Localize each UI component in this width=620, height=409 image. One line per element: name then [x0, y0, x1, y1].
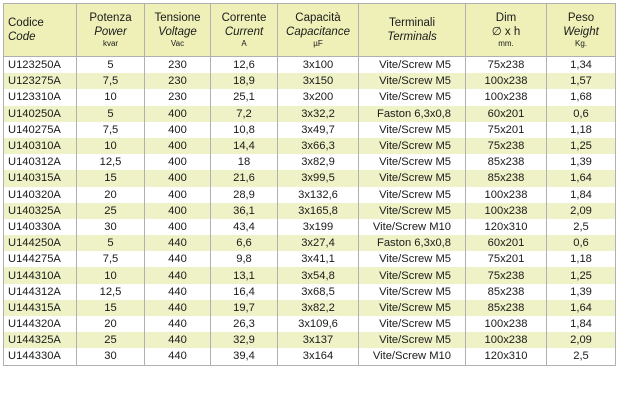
cell-dimensions: 75x201: [466, 122, 547, 138]
cell-code: U144310A: [4, 267, 77, 283]
header-voltage-sublabel: Voltage: [158, 26, 197, 38]
cell-power: 20: [77, 187, 145, 203]
cell-capacitance: 3x164: [278, 348, 359, 365]
cell-voltage: 400: [145, 154, 211, 170]
cell-code: U140315A: [4, 170, 77, 186]
cell-capacitance: 3x199: [278, 219, 359, 235]
cell-capacitance: 3x132,6: [278, 187, 359, 203]
cell-current: 28,9: [211, 187, 278, 203]
cell-capacitance: 3x27,4: [278, 235, 359, 251]
cell-dimensions: 100x238: [466, 89, 547, 105]
header-terminals-label: Terminali: [388, 16, 435, 29]
table-row: [4, 73, 616, 89]
cell-code: U144250A: [4, 235, 77, 251]
cell-current: 13,1: [211, 267, 278, 283]
cell-capacitance: 3x82,9: [278, 154, 359, 170]
cell-current: 21,6: [211, 170, 278, 186]
cell-weight: 1,57: [547, 73, 616, 89]
cell-dimensions: 100x238: [466, 332, 547, 348]
cell-dimensions: 75x201: [466, 251, 547, 267]
cell-code: U144312A: [4, 284, 77, 300]
cell-power: 12,5: [77, 284, 145, 300]
table-row: [4, 170, 616, 186]
cell-terminals: Faston 6,3x0,8: [359, 106, 466, 122]
cell-voltage: 400: [145, 219, 211, 235]
cell-voltage: 400: [145, 138, 211, 154]
cell-current: 9,8: [211, 251, 278, 267]
cell-weight: 1,18: [547, 122, 616, 138]
header-code-sublabel: Code: [8, 31, 36, 43]
cell-voltage: 230: [145, 89, 211, 105]
cell-dimensions: 100x238: [466, 187, 547, 203]
table-row: [4, 154, 616, 170]
cell-capacitance: 3x41,1: [278, 251, 359, 267]
cell-power: 7,5: [77, 122, 145, 138]
table-body: [4, 57, 616, 366]
cell-terminals: Vite/Screw M5: [359, 57, 466, 74]
cell-weight: 2,09: [547, 332, 616, 348]
header-capacitance-sublabel: Capacitance: [286, 26, 350, 38]
cell-dimensions: 75x238: [466, 267, 547, 283]
cell-power: 20: [77, 316, 145, 332]
cell-current: 18,9: [211, 73, 278, 89]
cell-current: 36,1: [211, 203, 278, 219]
cell-weight: 1,39: [547, 284, 616, 300]
header-weight: [547, 4, 616, 57]
table-row: [4, 187, 616, 203]
cell-voltage: 230: [145, 57, 211, 74]
cell-terminals: Vite/Screw M5: [359, 170, 466, 186]
table-row: [4, 316, 616, 332]
header-voltage: [145, 4, 211, 57]
header-capacitance: [278, 4, 359, 57]
cell-terminals: Vite/Screw M5: [359, 316, 466, 332]
cell-dimensions: 85x238: [466, 284, 547, 300]
cell-voltage: 400: [145, 187, 211, 203]
cell-power: 25: [77, 203, 145, 219]
table-row: [4, 300, 616, 316]
cell-code: U140330A: [4, 219, 77, 235]
cell-dimensions: 85x238: [466, 170, 547, 186]
table-row: [4, 57, 616, 74]
header-row: [4, 4, 616, 57]
cell-dimensions: 85x238: [466, 300, 547, 316]
cell-current: 25,1: [211, 89, 278, 105]
header-terminals-sublabel: Terminals: [387, 31, 437, 43]
cell-voltage: 400: [145, 106, 211, 122]
cell-weight: 2,09: [547, 203, 616, 219]
cell-current: 18: [211, 154, 278, 170]
cell-code: U144320A: [4, 316, 77, 332]
cell-terminals: Vite/Screw M5: [359, 267, 466, 283]
cell-voltage: 440: [145, 284, 211, 300]
cell-terminals: Vite/Screw M10: [359, 219, 466, 235]
cell-capacitance: 3x165,8: [278, 203, 359, 219]
cell-code: U144275A: [4, 251, 77, 267]
cell-voltage: 440: [145, 251, 211, 267]
cell-power: 5: [77, 57, 145, 74]
cell-capacitance: 3x150: [278, 73, 359, 89]
table-row: [4, 106, 616, 122]
cell-code: U144325A: [4, 332, 77, 348]
cell-code: U123310A: [4, 89, 77, 105]
header-current-unit: A: [241, 39, 247, 49]
cell-power: 5: [77, 235, 145, 251]
table-row: [4, 251, 616, 267]
header-voltage-unit: Vac: [170, 39, 185, 49]
cell-dimensions: 120x310: [466, 219, 547, 235]
cell-weight: 1,68: [547, 89, 616, 105]
table-row: [4, 138, 616, 154]
cell-weight: 2,5: [547, 219, 616, 235]
header-power-label: Potenza: [89, 11, 132, 24]
cell-current: 10,8: [211, 122, 278, 138]
cell-terminals: Vite/Screw M5: [359, 138, 466, 154]
cell-power: 5: [77, 106, 145, 122]
cell-capacitance: 3x99,5: [278, 170, 359, 186]
table-row: [4, 267, 616, 283]
capacitor-spec-table-container: [3, 3, 615, 366]
table-row: [4, 348, 616, 365]
cell-power: 30: [77, 348, 145, 365]
cell-capacitance: 3x109,6: [278, 316, 359, 332]
header-dimensions-label: Dim: [495, 11, 517, 24]
cell-voltage: 440: [145, 235, 211, 251]
cell-dimensions: 60x201: [466, 235, 547, 251]
cell-dimensions: 75x238: [466, 57, 547, 74]
table-row: [4, 219, 616, 235]
cell-code: U140325A: [4, 203, 77, 219]
cell-voltage: 400: [145, 122, 211, 138]
cell-terminals: Vite/Screw M5: [359, 154, 466, 170]
cell-weight: 0,6: [547, 235, 616, 251]
cell-capacitance: 3x68,5: [278, 284, 359, 300]
cell-terminals: Vite/Screw M5: [359, 251, 466, 267]
header-code-label: Codice: [8, 16, 44, 29]
cell-current: 14,4: [211, 138, 278, 154]
cell-capacitance: 3x82,2: [278, 300, 359, 316]
cell-weight: 0,6: [547, 106, 616, 122]
cell-capacitance: 3x200: [278, 89, 359, 105]
header-weight-sublabel: Weight: [563, 26, 599, 38]
cell-current: 43,4: [211, 219, 278, 235]
cell-weight: 1,84: [547, 316, 616, 332]
cell-power: 15: [77, 170, 145, 186]
cell-dimensions: 100x238: [466, 203, 547, 219]
cell-code: U144330A: [4, 348, 77, 365]
cell-terminals: Vite/Screw M5: [359, 332, 466, 348]
cell-current: 32,9: [211, 332, 278, 348]
cell-dimensions: 100x238: [466, 73, 547, 89]
cell-power: 25: [77, 332, 145, 348]
cell-dimensions: 75x238: [466, 138, 547, 154]
cell-code: U123250A: [4, 57, 77, 74]
cell-terminals: Vite/Screw M5: [359, 73, 466, 89]
table-row: [4, 284, 616, 300]
cell-terminals: Vite/Screw M5: [359, 300, 466, 316]
cell-weight: 1,84: [547, 187, 616, 203]
cell-current: 39,4: [211, 348, 278, 365]
cell-terminals: Vite/Screw M5: [359, 284, 466, 300]
cell-current: 12,6: [211, 57, 278, 74]
cell-weight: 1,34: [547, 57, 616, 74]
cell-voltage: 230: [145, 73, 211, 89]
header-dimensions-unit: mm.: [498, 39, 514, 49]
cell-code: U140320A: [4, 187, 77, 203]
header-power: [77, 4, 145, 57]
cell-code: U140275A: [4, 122, 77, 138]
header-current-sublabel: Current: [224, 26, 264, 38]
cell-code: U140310A: [4, 138, 77, 154]
cell-capacitance: 3x137: [278, 332, 359, 348]
header-power-unit: kvar: [102, 39, 119, 49]
capacitor-spec-table: [3, 3, 616, 366]
cell-weight: 2,5: [547, 348, 616, 365]
cell-power: 15: [77, 300, 145, 316]
cell-voltage: 400: [145, 203, 211, 219]
cell-weight: 1,64: [547, 170, 616, 186]
cell-current: 19,7: [211, 300, 278, 316]
header-current-label: Corrente: [221, 11, 267, 24]
cell-weight: 1,39: [547, 154, 616, 170]
cell-terminals: Vite/Screw M5: [359, 187, 466, 203]
cell-voltage: 400: [145, 170, 211, 186]
cell-current: 6,6: [211, 235, 278, 251]
header-voltage-label: Tensione: [154, 11, 201, 24]
cell-weight: 1,25: [547, 138, 616, 154]
header-current: [211, 4, 278, 57]
cell-power: 10: [77, 89, 145, 105]
cell-terminals: Faston 6,3x0,8: [359, 235, 466, 251]
header-power-sublabel: Power: [94, 26, 127, 38]
table-row: [4, 122, 616, 138]
cell-dimensions: 85x238: [466, 154, 547, 170]
cell-voltage: 440: [145, 316, 211, 332]
cell-capacitance: 3x32,2: [278, 106, 359, 122]
cell-dimensions: 120x310: [466, 348, 547, 365]
cell-weight: 1,25: [547, 267, 616, 283]
cell-current: 7,2: [211, 106, 278, 122]
cell-weight: 1,18: [547, 251, 616, 267]
cell-dimensions: 100x238: [466, 316, 547, 332]
cell-power: 30: [77, 219, 145, 235]
cell-voltage: 440: [145, 348, 211, 365]
table-row: [4, 203, 616, 219]
header-capacitance-unit: µF: [313, 39, 323, 49]
cell-capacitance: 3x54,8: [278, 267, 359, 283]
cell-dimensions: 60x201: [466, 106, 547, 122]
table-row: [4, 332, 616, 348]
header-weight-label: Peso: [567, 11, 595, 24]
cell-power: 12,5: [77, 154, 145, 170]
header-terminals: [359, 4, 466, 57]
cell-current: 16,4: [211, 284, 278, 300]
cell-current: 26,3: [211, 316, 278, 332]
cell-voltage: 440: [145, 300, 211, 316]
table-row: [4, 235, 616, 251]
header-capacitance-label: Capacità: [295, 11, 341, 24]
cell-capacitance: 3x49,7: [278, 122, 359, 138]
cell-capacitance: 3x100: [278, 57, 359, 74]
cell-voltage: 440: [145, 332, 211, 348]
cell-power: 10: [77, 267, 145, 283]
cell-code: U144315A: [4, 300, 77, 316]
header-dimensions-sublabel: ∅ x h: [491, 26, 521, 38]
cell-power: 7,5: [77, 73, 145, 89]
table-row: [4, 89, 616, 105]
cell-power: 10: [77, 138, 145, 154]
cell-code: U123275A: [4, 73, 77, 89]
cell-terminals: Vite/Screw M5: [359, 89, 466, 105]
cell-terminals: Vite/Screw M5: [359, 122, 466, 138]
header-code: [4, 4, 77, 57]
cell-code: U140312A: [4, 154, 77, 170]
cell-weight: 1,64: [547, 300, 616, 316]
header-dimensions: [466, 4, 547, 57]
cell-terminals: Vite/Screw M5: [359, 203, 466, 219]
cell-capacitance: 3x66,3: [278, 138, 359, 154]
cell-code: U140250A: [4, 106, 77, 122]
cell-voltage: 440: [145, 267, 211, 283]
header-weight-unit: Kg.: [574, 39, 587, 49]
cell-power: 7,5: [77, 251, 145, 267]
cell-terminals: Vite/Screw M10: [359, 348, 466, 365]
